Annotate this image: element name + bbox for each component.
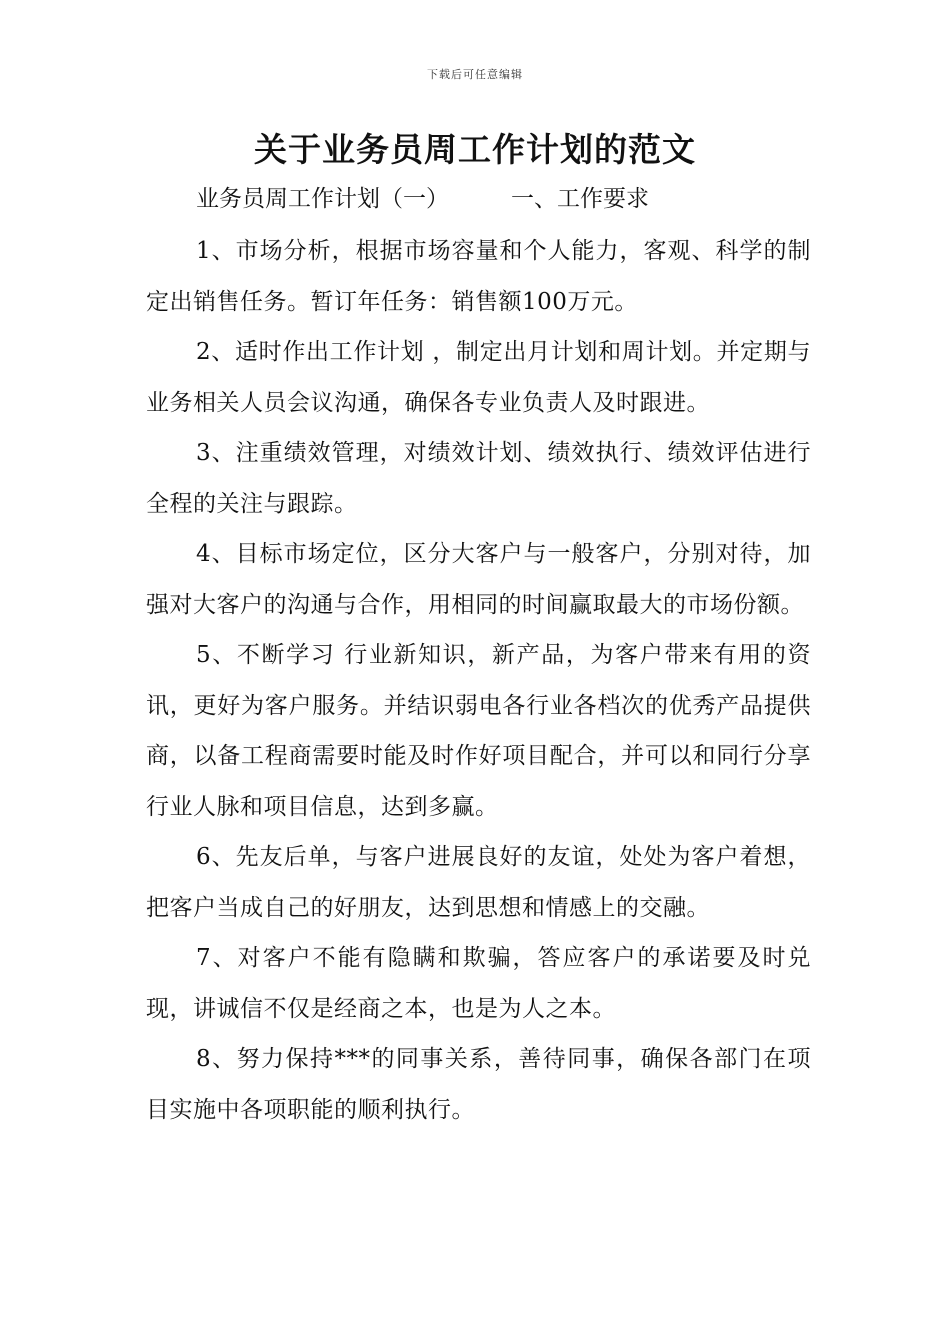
subtitle-line — [196, 182, 816, 216]
document-title: 关于业务员周工作计划的范文 — [254, 130, 696, 169]
paragraph-1: 1、市场分析，根据市场容量和个人能力，客观、科学的制定出销售任务。暂订年任务：销售额100万元。 — [146, 238, 811, 315]
paragraph-8: 8、努力保持***的同事关系，善待同事，确保各部门在项目实施中各项职能的顺利执行。 — [146, 1046, 811, 1123]
header-note: 下载后可任意编辑 — [427, 68, 523, 81]
paragraph-3: 3、注重绩效管理，对绩效计划、绩效执行、绩效评估进行全程的关注与跟踪。 — [146, 440, 811, 517]
paragraph-5: 5、不断学习 行业新知识，新产品，为客户带来有用的资讯，更好为客户服务。并结识弱电各行业各档次的优秀产品提供商，以备工程商需要时能及时作好项目配合，并可以和同行分享行业人脉和项目信息，达到多赢。 — [146, 642, 811, 820]
paragraph-6: 6、先友后单，与客户进展良好的友谊，处处为客户着想，把客户当成自己的好朋友，达到思想和情感上的交融。 — [146, 844, 811, 921]
subtitle-left: 业务员周工作计划（一） — [196, 186, 449, 212]
subtitle-right: 一、工作要求 — [511, 186, 649, 212]
paragraph-7: 7、对客户不能有隐瞒和欺骗，答应客户的承诺要及时兑现，讲诚信不仅是经商之本，也是为人之本。 — [146, 945, 811, 1022]
paragraph-2: 2、适时作出工作计划 ，制定出月计划和周计划。并定期与业务相关人员会议沟通，确保各专业负责人及时跟进。 — [146, 339, 811, 416]
document-body — [146, 226, 811, 1135]
paragraph-4: 4、目标市场定位，区分大客户与一般客户，分别对待，加强对大客户的沟通与合作，用相同的时间赢取最大的市场份额。 — [146, 541, 811, 618]
